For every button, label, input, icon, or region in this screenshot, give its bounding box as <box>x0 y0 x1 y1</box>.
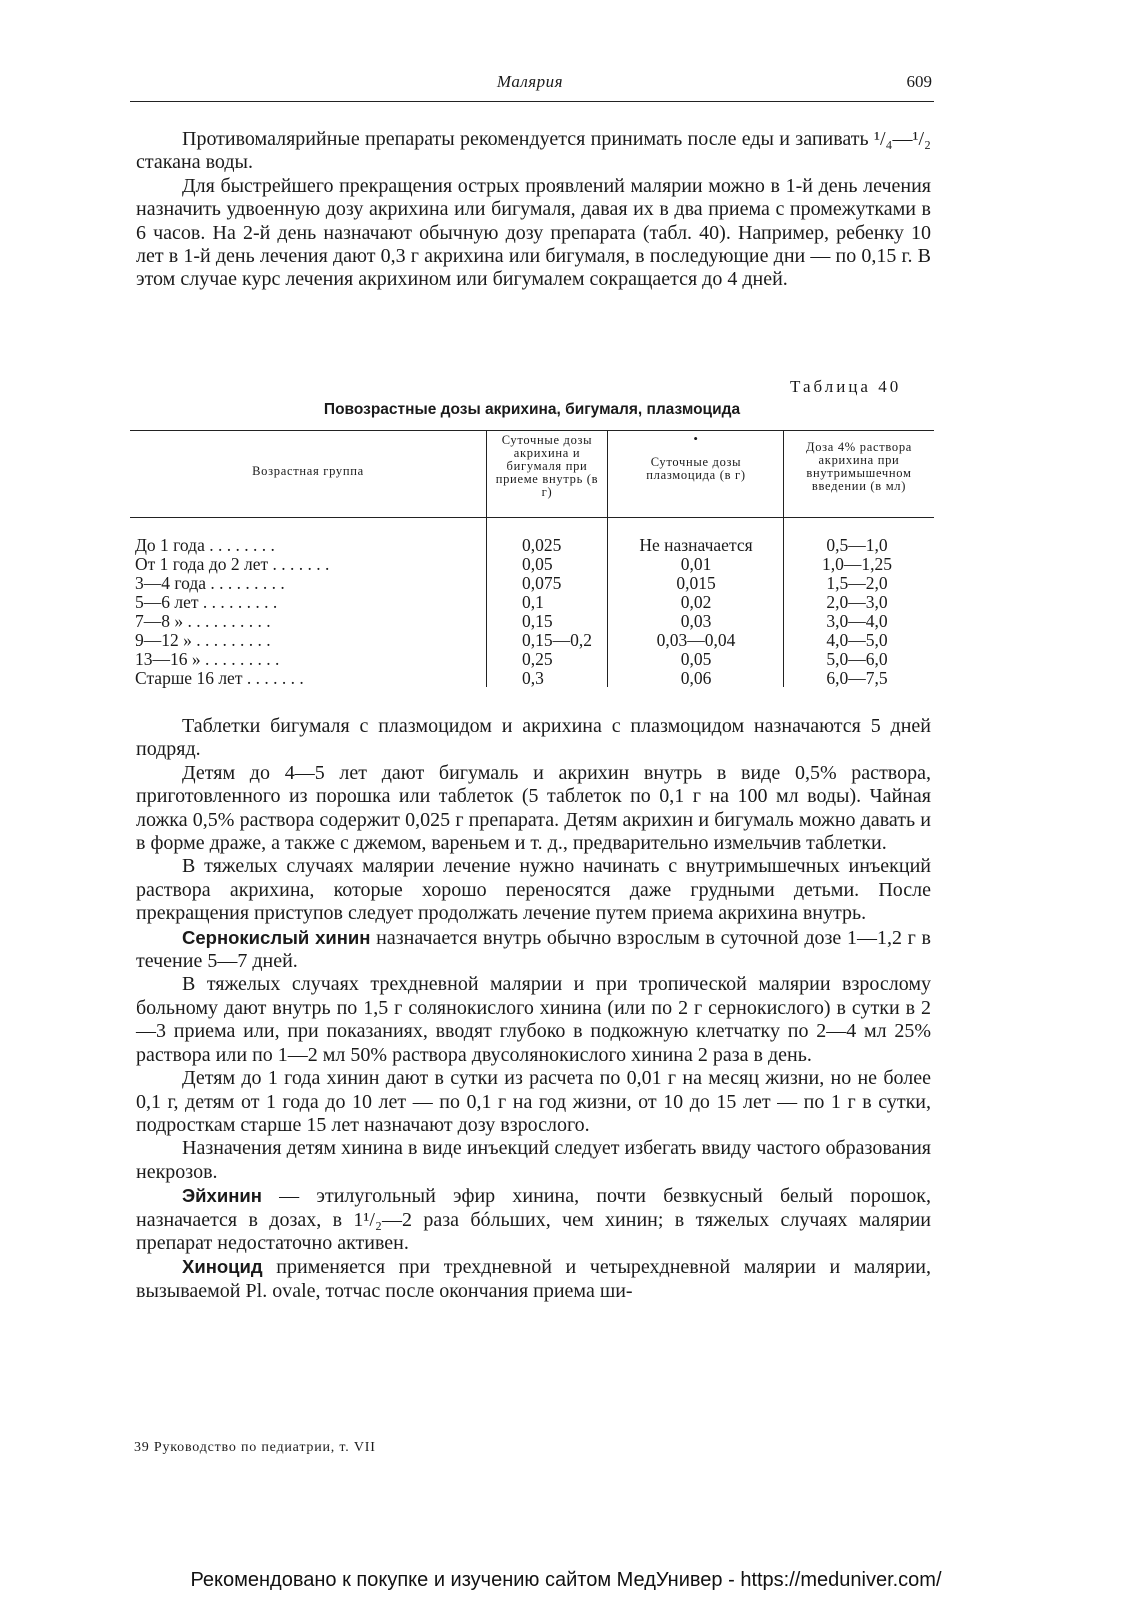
cell-age: 7—8 » . . . . . . . . . . <box>135 612 271 631</box>
paragraph-text: применяется при трехдневной и четырехдневной малярии и малярии, вызываемой Pl. ovale, тотчас после окончания приема ши- <box>136 1256 931 1302</box>
table-header-rule <box>130 517 934 518</box>
cell-injection: 1,5—2,0 <box>826 573 888 593</box>
header-rule <box>130 101 934 102</box>
paragraph: Для быстрейшего прекращения острых проявлений малярии можно в 1-й день лечения назначить удвоенную дозу акрихина или бигумаля, давая их в два приема с промежутками в 6 часов. На 2-й день назначают обычную дозу препарата (табл. 40). Например, ребенку 10 лет в 1-й день лечения дают 0,3 г акрихина или бигумаля, в последующие дни — по 0,15 г. В этом случае курс лечения акрихином или бигумалем сокращается до 4 дней. <box>136 174 931 291</box>
paragraph-text: назначается внутрь обычно взрослым в суточной дозе 1—1,2 г в течение 5—7 дней. <box>136 926 931 973</box>
paragraph: Назначения детям хинина в виде инъекций следует избегать ввиду частого образования некрозов. <box>136 1137 931 1183</box>
cell-injection: 6,0—7,5 <box>826 668 888 688</box>
cell-akrikhin: 0,025 <box>522 535 562 555</box>
cell-plasmocid: 0,05 <box>680 649 712 669</box>
paragraph: В тяжелых случаях малярии лечение нужно начинать с внутримышечных инъекций раствора акрихина, которые хорошо переносятся даже грудными детьми. После прекращения приступов следует продолжать лечение путем приема акрихина внутрь. <box>136 855 931 925</box>
cell-akrikhin: 0,25 <box>522 649 553 669</box>
cell-akrikhin: 0,05 <box>522 554 553 574</box>
table-header-akrikhin: Суточные дозы акрихина и бигумаля при приеме внутрь (в г) <box>495 433 599 499</box>
paragraph <box>136 926 931 974</box>
top-text <box>136 128 931 292</box>
cell-injection: 1,0—1,25 <box>822 554 892 574</box>
table-header-age: Возрастная группа <box>252 464 364 478</box>
paragraph: В тяжелых случаях трехдневной малярии и при тропической малярии взрослому больному дают внутрь по 1,5 г солянокислого хинина (или по 2 г сернокислого) в сутки в 2—3 приема или, при показаниях, вводят глубоко в подкожную клетчатку по 2—4 мл 25% раствора или по 1—2 мл 50% раствора двусолянокислого хинина 2 раза в день. <box>136 973 931 1066</box>
cell-injection: 0,5—1,0 <box>826 535 888 555</box>
cell-age: 13—16 » . . . . . . . . . <box>135 650 280 669</box>
term-bold: Сернокислый хинин <box>182 926 371 948</box>
paragraph: Детям до 1 года хинин дают в сутки из расчета по 0,01 г на месяц жизни, но не более 0,1 г, детям от 1 года до 10 лет — по 0,1 г на год жизни, от 10 до 15 лет — по 1 г в сутки, подросткам старше 15 лет назначают дозу взрослого. <box>136 1067 931 1136</box>
table-title: Повозрастные дозы акрихина, бигумаля, плазмоцида <box>323 401 741 418</box>
table-label: Таблица 40 <box>790 377 902 396</box>
cell-akrikhin: 0,075 <box>522 573 562 593</box>
cell-plasmocid: 0,015 <box>676 573 716 593</box>
table-header-injection: Доза 4% раствора акрихина при внутримышечном введении (в мл) <box>805 440 913 493</box>
cell-plasmocid: 0,02 <box>680 592 712 612</box>
table-header-plasmocid: Суточные дозы плазмоцида (в г) <box>646 455 746 482</box>
paragraph: Детям до 4—5 лет дают бигумаль и акрихин внутрь в виде 0,5% раствора, приготовленного из порошка или таблеток (5 таблеток по 0,1 г на 100 мл воды). Чайная ложка 0,5% раствора содержит 0,025 г препарата. Детям акрихин и бигумаль можно давать и в форме драже, а также с джемом, вареньем и т. д., предварительно измельчив таблетки. <box>136 761 931 855</box>
cell-age: 9—12 » . . . . . . . . . <box>135 631 271 650</box>
cell-akrikhin: 0,15 <box>522 611 553 631</box>
cell-injection: 4,0—5,0 <box>826 630 888 650</box>
cell-age: До 1 года . . . . . . . . <box>135 536 275 555</box>
running-header-title: Малярия <box>496 72 564 91</box>
paragraph: Таблетки бигумаля с плазмоцидом и акрихина с плазмоцидом назначаются 5 дней подряд. <box>136 715 931 761</box>
column-divider <box>783 431 784 687</box>
paragraph: Противомалярийные препараты рекомендуется принимать после еды и запивать ¹/₄—¹/₂ стакана воды. <box>136 128 931 174</box>
column-divider <box>486 431 487 687</box>
cell-age: 3—4 года . . . . . . . . . <box>135 574 285 593</box>
table-top-rule <box>130 430 934 431</box>
column-divider <box>607 431 608 687</box>
cell-injection: 2,0—3,0 <box>826 592 888 612</box>
cell-plasmocid: 0,06 <box>680 668 712 688</box>
paragraph-text: — этилугольный эфир хинина, почти безвкусный белый порошок, назначается в дозах, в 1¹/₂—2 раза бóльших, чем хинин; в тяжелых случаях малярии препарат недостаточно активен. <box>136 1185 931 1254</box>
cell-akrikhin: 0,3 <box>522 668 544 688</box>
term-bold: Хиноцид <box>182 1256 263 1278</box>
page-number: 609 <box>906 72 932 91</box>
paragraph <box>136 1184 931 1255</box>
cell-age: 5—6 лет . . . . . . . . . <box>135 593 278 612</box>
cell-injection: 5,0—6,0 <box>826 649 888 669</box>
cell-injection: 3,0—4,0 <box>826 611 888 631</box>
term-bold: Эйхинин <box>182 1185 262 1207</box>
cell-plasmocid: 0,03—0,04 <box>656 630 736 650</box>
cell-plasmocid: 0,03 <box>680 611 712 631</box>
cell-akrikhin: 0,15—0,2 <box>522 630 592 650</box>
cell-age: Старше 16 лет . . . . . . . <box>135 669 304 688</box>
signature-footnote: 39 Руководство по педиатрии, т. VII <box>134 1440 376 1455</box>
footer-banner: Рекомендовано к покупке и изучению сайтом МедУнивер - https://meduniver.com/ <box>190 1569 942 1591</box>
bottom-text <box>136 715 931 1303</box>
cell-akrikhin: 0,1 <box>522 592 544 612</box>
cell-age: От 1 года до 2 лет . . . . . . . <box>135 555 330 574</box>
cell-plasmocid: 0,01 <box>680 554 712 574</box>
paragraph <box>136 1255 931 1303</box>
cell-plasmocid: Не назначается <box>639 535 753 555</box>
table-header-mark: • <box>693 431 699 446</box>
